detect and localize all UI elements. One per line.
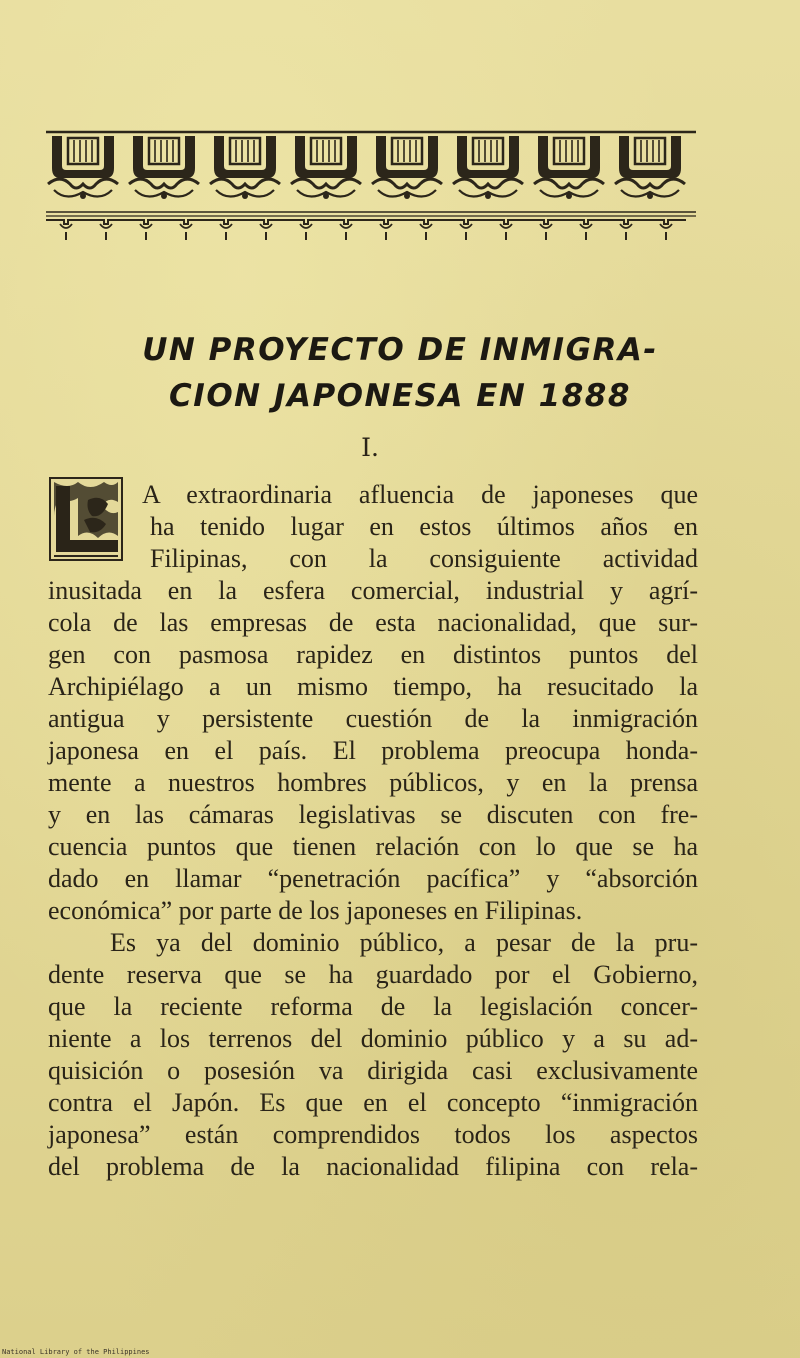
chapter-title-line-1: UN PROYECTO DE INMIGRA- [142, 332, 658, 368]
drop-cap-initial [48, 476, 124, 562]
text-line: A extraordinaria afluencia de japoneses que [142, 480, 698, 509]
text-line: Es ya del dominio público, a pesar de la pru- [110, 928, 698, 957]
section-number: I. [361, 433, 379, 462]
text-line: niente a los terrenos del dominio público y a su ad- [48, 1024, 698, 1053]
text-line: y en las cámaras legislativas se discuten con fre- [48, 800, 698, 829]
text-line: Archipiélago a un mismo tiempo, ha resucitado la [48, 672, 698, 701]
text-line: japonesa” están comprendidos todos los aspectos [48, 1120, 698, 1149]
text-line: mente a nuestros hombres públicos, y en la prensa [48, 768, 698, 797]
ornamental-header-band [46, 128, 696, 246]
text-line: gen con pasmosa rapidez en distintos puntos del [48, 640, 698, 669]
chapter-title-line-2: CION JAPONESA EN 1888 [169, 378, 631, 414]
text-line: que la reciente reforma de la legislación concer- [48, 992, 698, 1021]
text-line: económica” por parte de los japoneses en Filipinas. [48, 896, 583, 925]
text-line: ha tenido lugar en estos últimos años en [150, 512, 698, 541]
text-line: cola de las empresas de esta nacionalidad, que sur- [48, 608, 698, 637]
text-line: Filipinas, con la consiguiente actividad [150, 544, 698, 573]
text-line: antigua y persistente cuestión de la inmigración [48, 704, 698, 733]
library-credit: National Library of the Philippines [2, 1348, 150, 1356]
text-line: contra el Japón. Es que en el concepto “inmigración [48, 1088, 698, 1117]
text-line: quisición o posesión va dirigida casi exclusivamente [48, 1056, 698, 1085]
text-line: japonesa en el país. El problema preocupa honda- [48, 736, 698, 765]
text-line: inusitada en la esfera comercial, industrial y agrí- [48, 576, 698, 605]
text-line: cuencia puntos que tienen relación con lo que se ha [48, 832, 698, 861]
text-line: dado en llamar “penetración pacífica” y “absorción [48, 864, 698, 893]
text-line: del problema de la nacionalidad filipina con rela- [48, 1152, 698, 1181]
text-line: dente reserva que se ha guardado por el Gobierno, [48, 960, 698, 989]
